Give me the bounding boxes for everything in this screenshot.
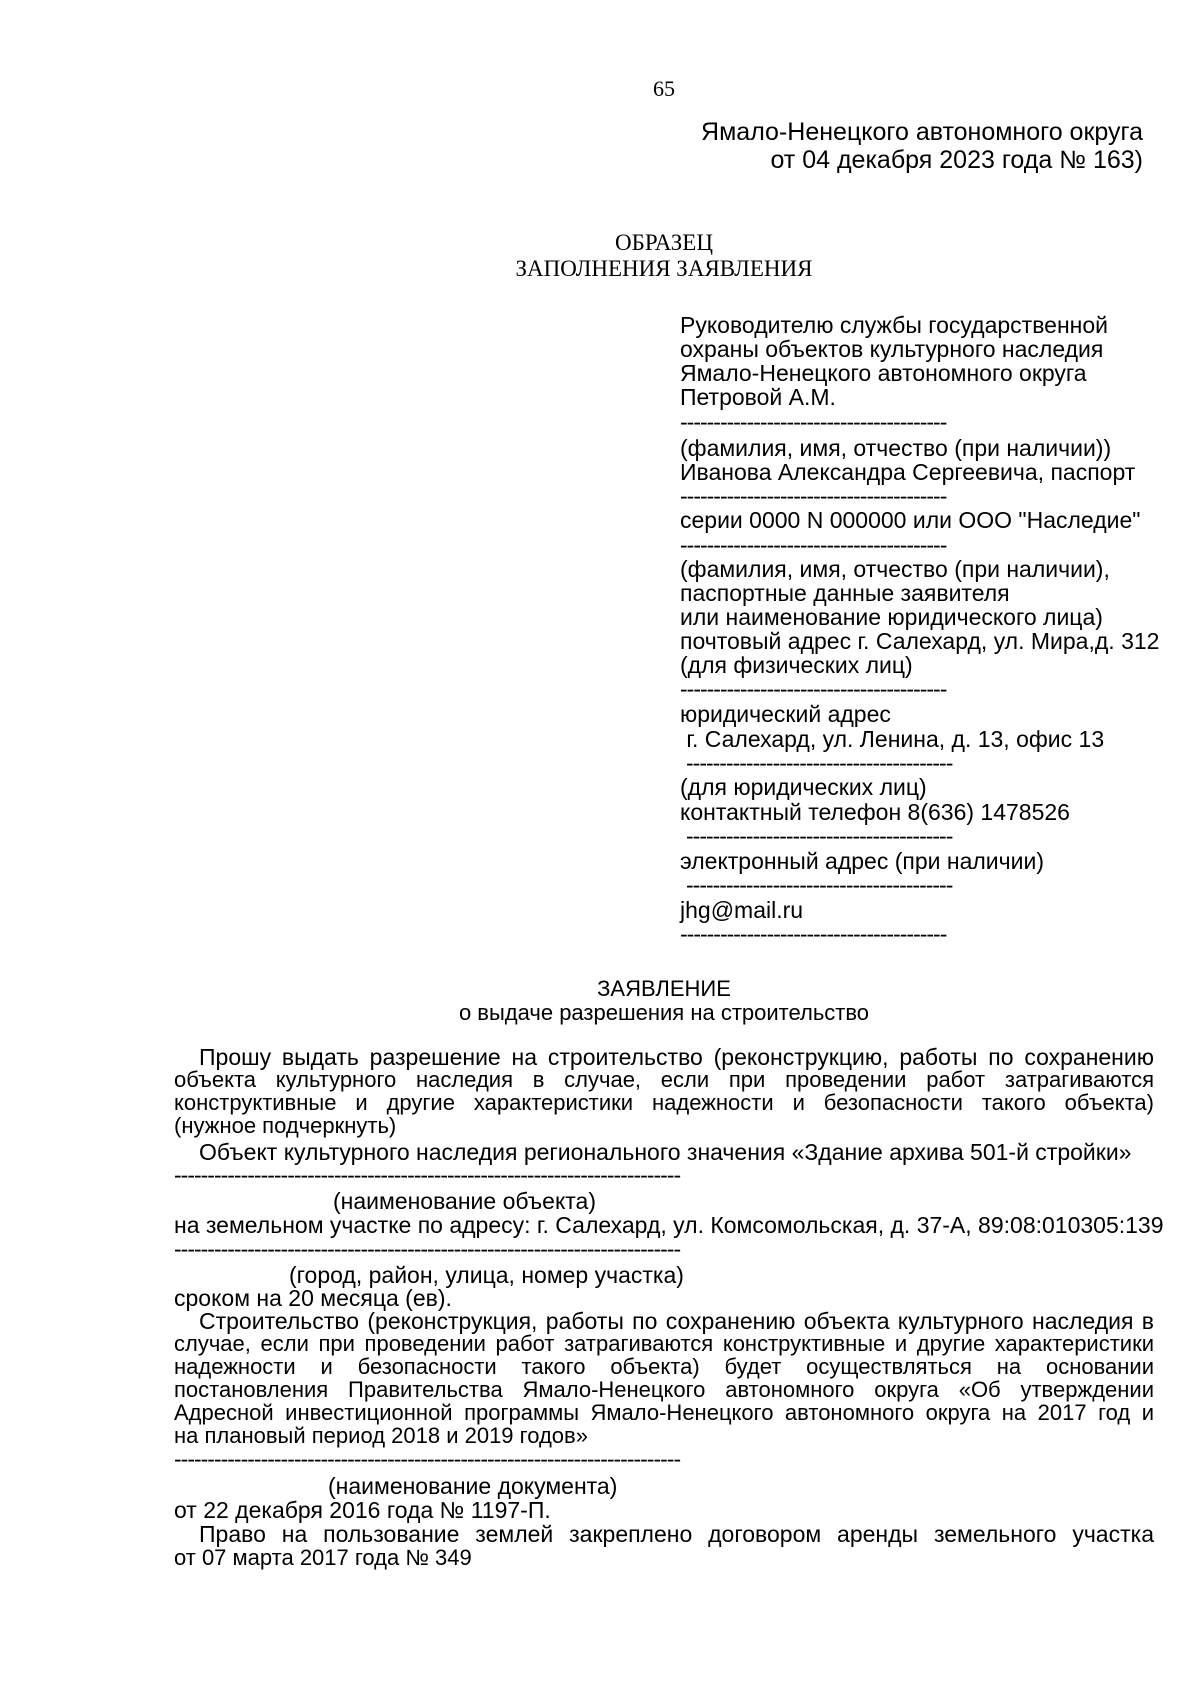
postal-address: почтовый адрес г. Салехард, ул. Мира,д. 312 [680,628,1160,654]
paragraph-line: случае, если при проведении работ затрагиваются конструктивные и другие характеристики [174,1331,1154,1356]
paragraph-line: Право на пользование землей закреплено договором аренды земельного участка [199,1521,1154,1547]
legal-address-label: юридический адрес [680,701,891,727]
sample-title-line-2: ЗАПОЛНЕНИЯ ЗАЯВЛЕНИЯ [515,256,813,281]
hint-object-name: (наименование объекта) [333,1188,596,1214]
object-name: Объект культурного наследия регионального значения «Здание архива 501-й стройки» [199,1139,1132,1165]
dash-line: ---------------------------------------------------------------------------- [174,1162,681,1188]
paragraph-line: Адресной инвестиционной программы Ямало-Ненецкого автономного округа на 2017 год и [174,1400,1154,1425]
paragraph-line: Строительство (реконструкция, работы по сохранению объекта культурного наследия в [199,1308,1154,1334]
legal-hint: (для юридических лиц) [680,774,927,800]
dash-line: ---------------------------------------- [680,921,947,947]
recipient-line-4: Петровой А.М. [680,384,836,410]
recipient-line-2: охраны объектов культурного наследия [680,336,1104,362]
paragraph-line: конструктивные и другие характеристики надежности и безопасности такого объекта) [174,1090,1154,1115]
recipient-line-1: Руководителю службы государственной [680,312,1108,338]
email-label: электронный адрес (при наличии) [680,848,1044,874]
dash-line: ---------------------------------------- [686,823,953,849]
paragraph-line: от 07 марта 2017 года № 349 [174,1545,472,1570]
hint-applicant-name: (фамилия, имя, отчество (при наличии)) [680,435,1112,461]
paragraph-line: (нужное подчеркнуть) [174,1113,397,1138]
document-date: от 22 декабря 2016 года № 1197-П. [174,1497,551,1523]
dash-line: ---------------------------------------------------------------------------- [174,1446,681,1472]
sample-title-line-1: ОБРАЗЕЦ [615,230,713,255]
dash-line: ---------------------------------------------------------------------------- [174,1236,681,1262]
email-value: jhg@mail.ru [680,897,804,923]
dash-line: ---------------------------------------- [680,483,947,509]
applicant-line-2: серии 0000 N 000000 или ООО "Наследие" [680,507,1141,533]
paragraph-line: объекта культурного наследия в случае, если при проведении работ затрагиваются [174,1067,1154,1092]
postal-hint: (для физических лиц) [680,652,913,678]
hint-applicant-line-2: паспортные данные заявителя [680,580,1010,606]
paragraph-line: надежности и безопасности такого объекта) будет осуществляться на основании [174,1354,1154,1379]
page-number: 65 [653,76,675,101]
construction-term: сроком на 20 месяца (ев). [174,1285,452,1311]
dash-line: ---------------------------------------- [686,872,953,898]
dash-line: ---------------------------------------- [686,750,953,776]
paragraph-line: Прошу выдать разрешение на строительство (реконструкцию, работы по сохранению [199,1044,1154,1070]
applicant-line-1: Иванова Александра Сергеевича, паспорт [680,459,1136,485]
contact-phone: контактный телефон 8(636) 1478526 [680,799,1070,825]
dash-line: ---------------------------------------- [680,409,947,435]
land-plot-address: на земельном участке по адресу: г. Салехард, ул. Комсомольская, д. 37-А, 89:08:010305:139 [174,1212,1164,1238]
dash-line: ---------------------------------------- [680,532,947,558]
paragraph-line: на плановый период 2018 и 2019 годов» [174,1423,588,1448]
hint-applicant-line-3: или наименование юридического лица) [680,604,1103,630]
statement-subtitle: о выдаче разрешения на строительство [458,1000,870,1025]
hint-address: (город, район, улица, номер участка) [289,1262,684,1288]
statement-title: ЗАЯВЛЕНИЕ [597,976,731,1001]
dash-line: ---------------------------------------- [680,676,947,702]
legal-address-value: г. Салехард, ул. Ленина, д. 13, офис 13 [680,726,1105,752]
paragraph-line: постановления Правительства Ямало-Ненецкого автономного округа «Об утверждении [174,1377,1154,1402]
header-line-1: Ямало-Ненецкого автономного округа [701,118,1143,146]
header-line-2: от 04 декабря 2023 года № 163) [770,146,1143,174]
recipient-line-3: Ямало-Ненецкого автономного округа [680,360,1087,386]
hint-document-name: (наименование документа) [328,1473,618,1499]
hint-applicant-line-1: (фамилия, имя, отчество (при наличии), [680,556,1110,582]
